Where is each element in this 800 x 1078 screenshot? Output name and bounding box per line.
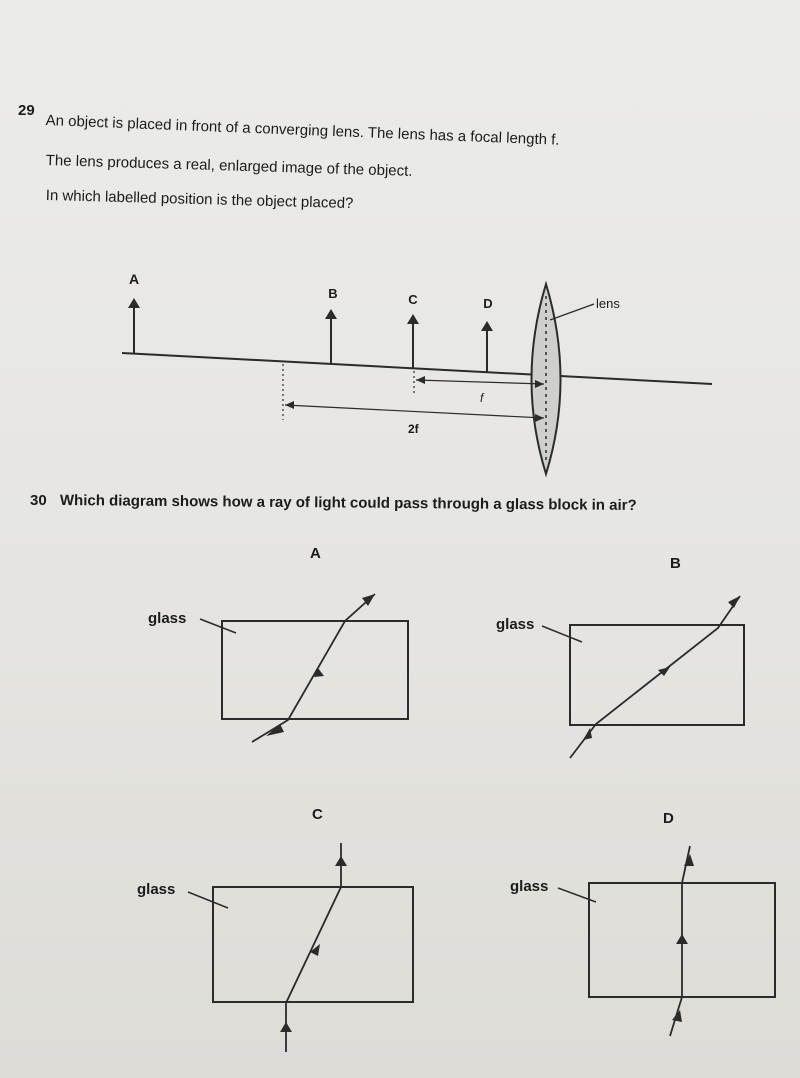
position-label-d: D: [483, 296, 493, 311]
question-30-text: Which diagram shows how a ray of light could pass through a glass block in air?: [59, 492, 637, 515]
glass-label-pointer: [188, 892, 228, 908]
option-d-label: D: [663, 810, 674, 827]
option-a-glass-label: glass: [148, 610, 187, 627]
position-label-c: C: [408, 292, 418, 307]
question-29-line-2: The lens produces a real, enlarged image of the object.: [45, 152, 413, 180]
light-ray: [286, 843, 341, 1052]
lens-label: lens: [596, 296, 620, 311]
question-29-line-1: An object is placed in front of a converging lens. The lens has a focal length f.: [45, 112, 560, 149]
option-c-diagram: [137, 843, 413, 1052]
option-b-glass-label: glass: [496, 616, 535, 633]
glass-label-pointer: [558, 888, 596, 902]
option-b-diagram: [496, 596, 744, 758]
glass-label-pointer: [542, 626, 582, 642]
option-d-glass-label: glass: [510, 878, 549, 895]
f-label: f: [480, 391, 484, 405]
option-d-diagram: [510, 846, 775, 1036]
option-a-label: A: [310, 545, 321, 562]
twof-label: 2f: [408, 422, 419, 436]
option-c-glass-label: glass: [137, 881, 176, 898]
position-label-a: A: [128, 271, 140, 287]
question-30-number: 30: [30, 492, 47, 509]
option-b-label: B: [670, 555, 681, 572]
option-c-label: C: [312, 806, 323, 823]
position-label-b: B: [328, 286, 338, 301]
light-ray: [570, 596, 740, 758]
question-29-line-3: In which labelled position is the object placed?: [45, 187, 354, 213]
option-a-diagram: [148, 594, 408, 742]
glass-block: [222, 621, 408, 719]
question-29-number: 29: [18, 102, 35, 119]
